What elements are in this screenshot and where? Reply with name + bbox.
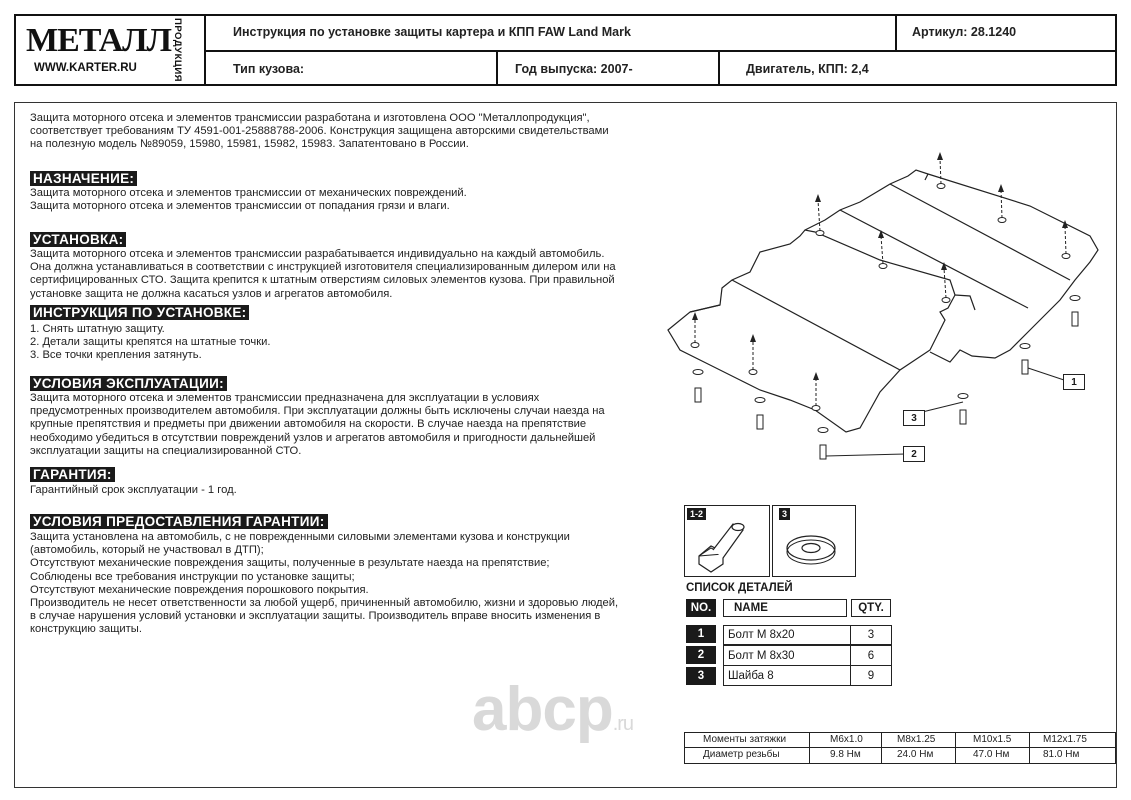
logo-url: WWW.KARTER.RU [34,62,137,74]
parts-header-qty: QTY. [851,599,891,617]
operation-line: Защита моторного отсека и элементов трансмиссии предназначена для эксплуатации в условиях [30,392,540,404]
warranty-terms-text [30,531,660,637]
article-number: Артикул: 28.1240 [912,25,1017,39]
mount-arrows [695,158,1066,406]
install-heading: УСТАНОВКА: [30,232,126,247]
header-divider-vertical-article [895,14,897,51]
parts-row-qty: 3 [850,625,892,645]
header-divider-vertical-engine [718,50,720,86]
thread-size: M6x1.0 [830,734,863,745]
purpose-line: Защита моторного отсека и элементов трансмиссии от попадания грязи и влаги. [30,200,450,213]
parts-row-qty: 9 [850,665,892,686]
header-divider-vertical-year [496,50,498,86]
callout-3: 3 [903,410,925,426]
parts-row-name: Болт М 8х30 [723,645,851,666]
thread-label: Диаметр резьбы [703,749,780,760]
operation-line: предусмотренных производителем автомобиля. При эксплуатации должны быть исключены случаи наезда на [30,405,605,418]
thread-size: M8x1.25 [897,734,936,745]
instruction-step: 1. Снять штатную защиту. [30,323,165,335]
parts-header-name: NAME [723,599,847,617]
detail-bolt [684,505,770,577]
intro-line: соответствует требованиям ТУ 4591-001-25888788-2006. Конструкция защищена авторскими свидетельствами [30,125,609,138]
torque-value: 47.0 Нм [973,749,1010,760]
instruction-text [30,323,660,363]
logo-word: МЕТАЛЛ [26,22,171,59]
parts-row-qty: 6 [850,645,892,666]
parts-row-no: 3 [686,667,716,685]
parts-list-title: СПИСОК ДЕТАЛЕЙ [686,582,793,594]
operation-line: крупные препятствия и предметы при движении автомобиля на скорости. В случае наезда на препятствие [30,418,587,431]
torque-col-divider [955,733,956,763]
parts-row-no: 2 [686,646,716,664]
abcp-watermark: abcp.ru [472,675,634,744]
warranty-heading: ГАРАНТИЯ: [30,467,115,482]
parts-header-no: NO. [686,599,716,617]
engine-info: Двигатель, КПП: 2,4 [746,62,869,76]
warranty-terms-line: Соблюдены все требования инструкции по установке защиты; [30,570,355,583]
install-text [30,248,660,301]
torque-col-divider [809,733,810,763]
logo-vertical-text: ПРОДУКЦИЯ [172,18,183,82]
mounting-slots [691,184,1070,411]
warranty-terms-line: в случае нарушения условий установки и эксплуатации защиты. Производитель вправе вносить изменения в [30,610,601,623]
release-year: Год выпуска: 2007- [515,62,633,76]
purpose-line: Защита моторного отсека и элементов трансмиссии от механических повреждений. [30,187,467,199]
parts-row-name: Шайба 8 [723,665,851,686]
warranty-text [30,484,660,497]
document-title: Инструкция по установке защиты картера и КПП FAW Land Mark [233,25,631,39]
header-divider-horizontal [204,50,1117,52]
detail-label-1-2: 1-2 [687,508,706,520]
torque-col-divider [1029,733,1030,763]
instruction-step: 2. Детали защиты крепятся на штатные точки. [30,336,271,349]
purpose-heading: НАЗНАЧЕНИЕ: [30,171,137,186]
torque-value: 24.0 Нм [897,749,934,760]
torque-value: 9.8 Нм [830,749,861,760]
skid-plate-diagram [650,140,1120,480]
torque-row-divider [685,747,1115,748]
warranty-terms-heading: УСЛОВИЯ ПРЕДОСТАВЛЕНИЯ ГАРАНТИИ: [30,514,328,529]
washer-icon [773,506,855,576]
torque-col-divider [881,733,882,763]
parts-row-name: Болт М 8х20 [723,625,851,645]
callout-1: 1 [1063,374,1085,390]
operation-line: необходимо убедиться в отсутствии повреждений узлов и агрегатов автомобиля и пригодности дальнейшей [30,431,596,444]
warranty-terms-line: конструкцию защиты. [30,623,142,636]
intro-line: Защита моторного отсека и элементов трансмиссии разработана и изготовлена ООО "Металлопродукция", [30,112,590,124]
warranty-terms-line: Производитель не несет ответственности за любой ущерб, причиненный автомобилю, жизни и здоровью людей, [30,597,619,610]
instruction-heading: ИНСТРУКЦИЯ ПО УСТАНОВКЕ: [30,305,249,320]
body-type: Тип кузова: [233,62,305,76]
warranty-terms-line: (автомобиль, который не участвовал в ДТП); [30,544,264,557]
torque-table [684,732,1116,764]
operation-heading: УСЛОВИЯ ЭКСПЛУАТАЦИИ: [30,376,227,391]
parts-row-no: 1 [686,625,716,643]
install-line: Защита моторного отсека и элементов трансмиссии разрабатывается индивидуально на каждый автомобиль. [30,248,605,260]
warranty-terms-line: Защита установлена на автомобиль, с не поврежденными силовыми элементами кузова и конструкции [30,531,570,543]
thread-size: M12x1.75 [1043,734,1087,745]
detail-washer [772,505,856,577]
detail-label-3: 3 [779,508,790,520]
install-line: установке защита не должна касаться узлов и агрегатов автомобиля. [30,287,393,300]
install-line: сертифицированных СТО. Защита крепится к штатным отверстиям силовых элементов кузова. При правильной [30,274,615,287]
company-logo [14,14,204,84]
operation-line: эксплуатации защиты на специализированной СТО. [30,444,302,457]
purpose-text [30,187,660,213]
operation-text [30,392,660,458]
thread-size: M10x1.5 [973,734,1012,745]
intro-line: на полезную модель №89059, 15980, 15981, 15982, 15983. Запатентовано в России. [30,138,469,151]
torque-value: 81.0 Нм [1043,749,1080,760]
bolt-icon [685,506,769,576]
leader-lines [826,368,1064,456]
install-line: Она должна устанавливаться в соответствии с инструкцией изготовителя специализированным дилером или на [30,261,616,274]
intro-paragraph [30,112,660,152]
torque-label: Моменты затяжки [703,734,787,745]
warranty-terms-line: Отсутствуют механические повреждения защиты, полученные в результате наезда на препятствие; [30,557,550,570]
callout-2: 2 [903,446,925,462]
instruction-step: 3. Все точки крепления затянуть. [30,349,202,362]
warranty-line: Гарантийный срок эксплуатации - 1 год. [30,484,237,496]
warranty-terms-line: Отсутствуют механические повреждения порошкового покрытия. [30,583,369,596]
skid-plate-outline [668,170,1098,432]
